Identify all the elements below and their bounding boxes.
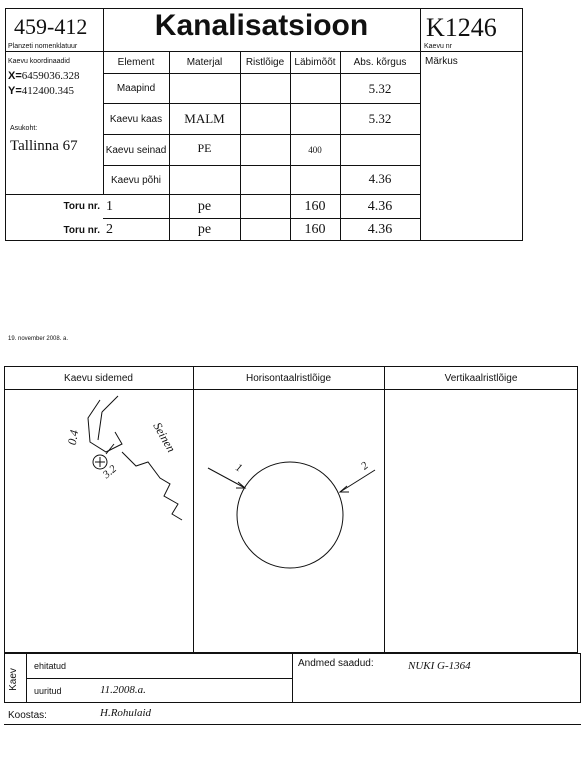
drawings-divider-2 (384, 366, 385, 653)
pipe-korgus: 4.36 (367, 198, 393, 214)
location-value: Tallinna 67 (10, 138, 78, 154)
sketch-wall-line (88, 400, 122, 452)
pipe-nr: 2 (106, 222, 113, 237)
sketch-jagged-line (122, 452, 182, 520)
footer-row-line (26, 678, 292, 679)
header-markus: Märkus (425, 56, 458, 67)
x-value: 6459036.328 (21, 70, 80, 82)
ehitatud-label: ehitatud (34, 661, 67, 671)
col-line-2 (240, 51, 241, 241)
drawings-header-line (4, 389, 578, 390)
row-korgus: 5.32 (368, 111, 392, 126)
sidemed-sketch (60, 392, 190, 532)
location-label: Asukoht: (10, 125, 38, 132)
andmed-label: Andmed saadud: (298, 658, 374, 669)
kaevu-number: K1246 (426, 13, 497, 42)
pipe-label: Toru nr. (63, 225, 100, 236)
andmed-value: NUKI G-1364 (408, 660, 471, 672)
row-korgus: 5.32 (368, 80, 392, 96)
drawings-header-sidemed: Kaevu sidemed (64, 372, 133, 384)
header-element: Element (117, 57, 155, 68)
drawings-header-vertikaal: Vertikaalristlõige (444, 372, 518, 384)
pipe-materjal: pe (197, 222, 212, 237)
kaevu-label: Kaevu nr (424, 43, 453, 50)
pipe-korgus: 4.36 (367, 222, 393, 237)
kaev-label: Kaev (7, 668, 19, 691)
row-element: Kaevu põhi (110, 174, 162, 186)
x-coordinate (8, 70, 80, 82)
drawings-header-horisontaal: Horisontaalristlõige (245, 372, 332, 384)
pipe-2-line (340, 470, 375, 492)
planzeti-number: 459-412 (14, 14, 88, 39)
horisontaal-sketch (200, 440, 380, 570)
koostas-value: H.Rohulaid (100, 707, 152, 719)
row-labimoot: 400 (308, 145, 322, 155)
uuritud-value: 11.2008.a. (100, 684, 146, 696)
row-element: Kaevu kaas (109, 113, 163, 125)
pipe-nr: 1 (106, 198, 113, 214)
y-label: Y= (8, 85, 22, 97)
pipe-labimoot: 160 (304, 198, 326, 214)
footer-mid-divider (292, 653, 293, 703)
row-element: Kaevu seinad (105, 144, 167, 156)
sketch-bottom-dimension: 3.2 (100, 462, 119, 482)
drawings-divider-1 (193, 366, 194, 653)
sketch-well-cross (95, 457, 105, 467)
planzeti-label: Planzeti nomenklatuur (8, 43, 78, 50)
page-title: Kanalisatsioon (154, 9, 369, 42)
header-labimoot: Läbimõõt (294, 57, 336, 68)
pipe-label: Toru nr. (63, 201, 100, 212)
sketch-right-label: Seinen (150, 419, 179, 455)
koostas-label: Koostas: (8, 710, 47, 721)
row-element: Maapind (116, 83, 156, 94)
coords-label: Kaevu koordinaadid (8, 58, 70, 65)
sketch-left-dimension: 0.4 (64, 428, 82, 447)
y-value: 412400.345 (21, 85, 75, 97)
well-outline-circle (237, 462, 343, 568)
row-materjal: PE (197, 140, 212, 155)
row-korgus: 4.36 (368, 171, 392, 186)
y-coordinate (8, 85, 74, 97)
x-label: X= (8, 70, 22, 82)
pipe-2-number: 2 (358, 459, 371, 473)
row-materjal: MALM (184, 111, 225, 126)
header-materjal: Materjal (186, 57, 223, 68)
pipe-labimoot: 160 (304, 222, 326, 237)
pipe-1-number: 1 (233, 461, 245, 475)
document-date: 19. november 2008. a. (8, 336, 69, 342)
header-korgus: Abs. kõrgus (353, 57, 407, 68)
sketch-wall-line (98, 396, 118, 440)
uuritud-label: uuritud (34, 686, 62, 696)
koostas-underline (4, 724, 581, 725)
right-col-divider (420, 8, 421, 241)
pipe-materjal: pe (197, 198, 212, 214)
header-ristloige: Ristlõige (245, 57, 285, 68)
